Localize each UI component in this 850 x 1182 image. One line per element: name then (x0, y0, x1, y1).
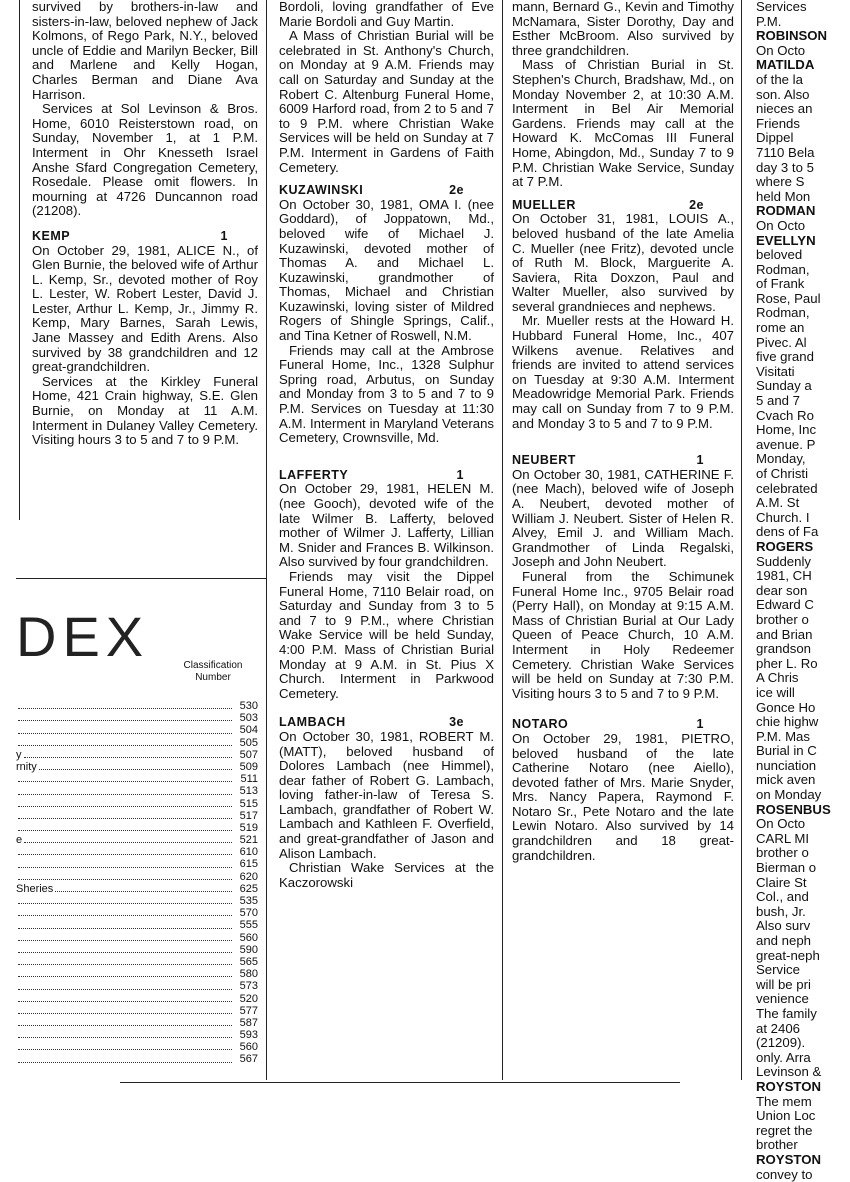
index-row (16, 919, 258, 931)
paragraph: Friends may visit the Dippel Funeral Home, 7110 Belair road, on Saturday and Sunday from 3 to 5 and 7 to 9 P.M., where Christian Wake Service will be held Sunday, 4:00 P.M. Mass of Christian Burial Monday at 9 A.M. in St. Pius X Church. Interment in Parkwood Cemetery. (279, 570, 494, 701)
index-number: 570 (234, 907, 258, 919)
obituary-entry (512, 717, 734, 863)
leader-dots (18, 1053, 232, 1062)
leader-dots (18, 785, 232, 794)
index-number: 615 (234, 858, 258, 870)
index-list (16, 700, 258, 1066)
text-line: venience (756, 992, 850, 1007)
entry-name: KEMP (32, 229, 70, 244)
text-line: brother o (756, 846, 850, 861)
leader-dots (18, 907, 232, 916)
entry-name: KUZAWINSKI (279, 183, 363, 198)
leader-dots (18, 1041, 232, 1050)
index-number: 507 (234, 749, 258, 761)
text-line: Burial in C (756, 744, 850, 759)
text-line: Friends (756, 117, 850, 132)
text-line: where S (756, 175, 850, 190)
index-number: 515 (234, 798, 258, 810)
column-3-top (512, 0, 734, 190)
leader-dots (55, 883, 232, 892)
paragraph: Christian Wake Services at the Kaczorowski (279, 861, 494, 890)
text-line: avenue. P (756, 438, 850, 453)
leader-dots (18, 810, 232, 819)
index-row (16, 785, 258, 797)
index-number: 521 (234, 834, 258, 846)
text-line: Services (756, 0, 850, 15)
text-line: Claire St (756, 876, 850, 891)
text-line: Col., and (756, 890, 850, 905)
text-line: of Christi (756, 467, 850, 482)
index-number: 567 (234, 1053, 258, 1065)
paragraph: Mr. Mueller rests at the Howard H. Hubbard Funeral Home, Inc., 407 Wilkens avenue. Relatives and friends are invited to attend services on Tuesday at 9:30 A.M. Interment Meadowridge Memorial Park. Friends may call on Sunday from 7 to 9 P.M. and Monday 3 to 5 and 7 to 9 P.M. (512, 314, 734, 431)
obituary-column-3 (512, 0, 734, 863)
index-row (16, 822, 258, 834)
leader-dots (18, 712, 232, 721)
index-row (16, 858, 258, 870)
text-line: EVELLYN (756, 234, 850, 249)
index-row (16, 737, 258, 749)
leader-dots (18, 822, 232, 831)
text-line: nieces an (756, 102, 850, 117)
paragraph: survived by brothers-in-law and sisters-in-law, beloved nephew of Jack Kolmons, of Rego Park, N.Y., beloved uncle of Eddie and Marilyn Becker, Bill and Marlene and Kelly Hogan, Charles Berman and Diane Ava Harrison. (32, 0, 258, 102)
bottom-rule (120, 1082, 680, 1083)
text-line: Dippel (756, 131, 850, 146)
index-number: 504 (234, 724, 258, 736)
leader-dots (18, 932, 232, 941)
text-line: The family (756, 1007, 850, 1022)
text-line: dear son (756, 584, 850, 599)
text-line: 1981, CH (756, 569, 850, 584)
text-line: Also surv (756, 919, 850, 934)
leader-dots (18, 1017, 232, 1026)
text-line: nunciation (756, 759, 850, 774)
text-line: ROYSTON (756, 1080, 850, 1095)
entry-name: NOTARO (512, 717, 568, 732)
text-line: On Octo (756, 44, 850, 59)
leader-dots (24, 749, 233, 758)
classification-number-label: Classification Number (168, 660, 258, 684)
text-line: P.M. Mas (756, 730, 850, 745)
text-line: five grand (756, 350, 850, 365)
entry-header (512, 198, 734, 213)
text-line: celebrated (756, 482, 850, 497)
text-line: ice will (756, 686, 850, 701)
index-row (16, 871, 258, 883)
text-line: and Brian (756, 628, 850, 643)
paragraph: A Mass of Christian Burial will be celebrated in St. Anthony's Church, on Monday at 9 A.M. Friends may call on Saturday and Sunday at the Robert C. Altenburg Funeral Home, 6009 Harford road, from 2 to 5 and 7 to 9 P.M. where Christian Wake Services will be held on Sunday at 7 P.M. Interment in Gardens of Faith Cemetery. (279, 29, 494, 175)
text-line: Levinson & (756, 1065, 850, 1080)
index-number: 517 (234, 810, 258, 822)
text-line: beloved (756, 248, 850, 263)
column-4-lines (756, 0, 850, 1182)
obituary-entry (512, 198, 734, 432)
entry-name: NEUBERT (512, 453, 576, 468)
text-line: P.M. (756, 15, 850, 30)
paragraph: On October 29, 1981, HELEN M. (nee Gooch), devoted wife of the late Wilmer B. Lafferty, beloved mother of Wilmer J. Lafferty, Lillian M. Snider and Frances B. Wilkinson. Also survived by four grandchildren. (279, 482, 494, 570)
entry-class: 1 (697, 453, 734, 468)
text-line: brother (756, 1138, 850, 1153)
text-line: 7110 Bela (756, 146, 850, 161)
obituary-entry (279, 468, 494, 702)
text-line: on Monday (756, 788, 850, 803)
index-number: 573 (234, 980, 258, 992)
index-number: 509 (234, 761, 258, 773)
text-line: Union Loc (756, 1109, 850, 1124)
obituary-column-2 (279, 0, 494, 890)
text-line: Church. I (756, 511, 850, 526)
text-line: at 2406 (756, 1022, 850, 1037)
leader-dots (18, 700, 232, 709)
index-number: 577 (234, 1005, 258, 1017)
index-row (16, 1041, 258, 1053)
text-line: great-neph (756, 949, 850, 964)
obituary-column-4 (756, 0, 850, 1182)
leader-dots (18, 773, 232, 782)
leader-dots (39, 761, 232, 770)
entry-header (279, 468, 494, 483)
text-line: rome an (756, 321, 850, 336)
index-row (16, 712, 258, 724)
index-row (16, 932, 258, 944)
index-row (16, 1053, 258, 1065)
column-rule-3 (741, 0, 742, 1080)
paragraph: On October 30, 1981, ROBERT M. (MATT), beloved husband of Dolores Lambach (nee Himmel), dear father of Robert G. Lambach, loving father-in-law of Teresa S. Lambach, grandfather of Robert W. Lambach and Kathleen F. Overfield, and great-grandfather of Jason and Alison Lambach. (279, 730, 494, 861)
index-row (16, 798, 258, 810)
text-line: A.M. St (756, 496, 850, 511)
text-line: ROBINSON (756, 29, 850, 44)
text-line: Cvach Ro (756, 409, 850, 424)
entry-class: 1 (457, 468, 494, 483)
paragraph: Services at the Kirkley Funeral Home, 421 Crain highway, S.E. Glen Burnie, on Monday at 11 A.M. Interment in Dulaney Valley Cemetery. Visiting hours 3 to 5 and 7 to 9 P.M. (32, 375, 258, 448)
index-row (16, 993, 258, 1005)
entry-header (279, 715, 494, 730)
index-row (16, 907, 258, 919)
text-line: pher L. Ro (756, 657, 850, 672)
text-line: On Octo (756, 219, 850, 234)
text-line: Edward C (756, 598, 850, 613)
text-line: The mem (756, 1095, 850, 1110)
leader-dots (18, 871, 232, 880)
entry-header (32, 229, 258, 244)
text-line: (21209). (756, 1036, 850, 1051)
leader-dots (18, 895, 232, 904)
index-number: 587 (234, 1017, 258, 1029)
leader-dots (18, 956, 232, 965)
index-number: 565 (234, 956, 258, 968)
text-line: will be pri (756, 978, 850, 993)
leader-dots (18, 724, 232, 733)
entry-class: 2e (449, 183, 494, 198)
leader-dots (18, 944, 232, 953)
index-number: 580 (234, 968, 258, 980)
index-row (16, 895, 258, 907)
index-top-rule (16, 578, 266, 579)
obituary-entry (512, 453, 734, 701)
text-line: Gonce Ho (756, 701, 850, 716)
entry-header (512, 453, 734, 468)
entry-class: 1 (697, 717, 734, 732)
leader-dots (18, 980, 232, 989)
obituary-entry (279, 715, 494, 890)
column-rule-left (19, 0, 20, 520)
index-label: Sheries (16, 883, 53, 895)
index-number: 511 (234, 773, 258, 785)
text-line: ROYSTON (756, 1153, 850, 1168)
entry-name: MUELLER (512, 198, 576, 213)
index-number: 555 (234, 919, 258, 931)
index-number: 530 (234, 700, 258, 712)
text-line: Monday, (756, 452, 850, 467)
leader-dots (18, 968, 232, 977)
index-row (16, 846, 258, 858)
index-number: 625 (234, 883, 258, 895)
column-rule-1 (266, 0, 267, 1080)
column-2-top (279, 0, 494, 175)
text-line: Pivec. Al (756, 336, 850, 351)
text-line: and neph (756, 934, 850, 949)
index-number: 560 (234, 1041, 258, 1053)
paragraph: On October 29, 1981, PIETRO, beloved husband of the late Catherine Notaro (nee Aiello), devoted father of Mrs. Marie Snyder, Mrs. Nancy Papera, Raymond F. Notaro Sr., Pete Notaro and the late Lewin Notaro. Also survived by 14 grandchildren and 18 great-grandchildren. (512, 732, 734, 863)
leader-dots (18, 858, 232, 867)
text-line: bush, Jr. (756, 905, 850, 920)
index-number: 520 (234, 993, 258, 1005)
paragraph: On October 31, 1981, LOUIS A., beloved husband of the late Amelia C. Mueller (nee Fritz), devoted uncle of Ruth M. Block, Marguerite A. Saviera, Rita Doxzon, Paul and Walter Mueller, also survived by several grandnieces and nephews. (512, 212, 734, 314)
column-3-entries (512, 198, 734, 864)
index-row (16, 980, 258, 992)
entry-class: 1 (221, 229, 258, 244)
entry-name: LAMBACH (279, 715, 346, 730)
entry-name: LAFFERTY (279, 468, 348, 483)
paragraph: Mass of Christian Burial in St. Stephen's Church, Bradshaw, Md., on Monday November 2, at 10:30 A.M. Interment in Bel Air Memorial Gardens. Friends may call at the Howard K. McComas III Funeral Home, Abingdon, Md., Sunday 7 to 9 P.M. Christian Wake Service, Sunday at 7 P.M. (512, 58, 734, 189)
text-line: Home, Inc (756, 423, 850, 438)
text-line: Service (756, 963, 850, 978)
entry-class: 3e (449, 715, 494, 730)
index-row (16, 956, 258, 968)
leader-dots (18, 846, 232, 855)
leader-dots (18, 798, 232, 807)
paragraph: On October 29, 1981, ALICE N., of Glen Burnie, the beloved wife of Arthur L. Kemp, Sr., devoted mother of Roy L. Lester, W. Robert Lester, David J. Lester, Arthur L. Kemp, Jr., Jimmy R. Kemp, Mary Barnes, Sarah Lewis, Jane Massey and Edith Arens. Also survived by 38 grandchildren and 12 great-grandchildren. (32, 244, 258, 375)
paragraph: Friends may call at the Ambrose Funeral Home, Inc., 1328 Sulphur Spring road, Arbutus, on Sunday and Monday from 3 to 5 and 7 to 9 P.M. Services on Tuesday at 11:30 A.M. Interment in Maryland Veterans Cemetery, Crownsville, Md. (279, 344, 494, 446)
leader-dots (18, 993, 232, 1002)
text-line: chie highw (756, 715, 850, 730)
index-number: 513 (234, 785, 258, 797)
text-line: grandson (756, 642, 850, 657)
paragraph: On October 30, 1981, CATHERINE F. (nee Mach), beloved wife of Joseph A. Neubert, devoted mother of William J. Neubert. Sister of Helen R. Alvey, Emil J. and William Mach. Grandmother of Linda Regalski, Joseph and John Neubert. (512, 468, 734, 570)
text-line: MATILDA (756, 58, 850, 73)
text-line: Sunday a (756, 379, 850, 394)
text-line: ROSENBUS (756, 803, 850, 818)
paragraph: On October 30, 1981, OMA I. (nee Goddard), of Joppatown, Md., beloved wife of Michael J. Kuzawinski, devoted mother of Thomas A. and Michael L. Kuzawinski, grandmother of Thomas, Michael and Christian Kuzawinski, loving sister of Mildred Rogers of Shingle Springs, Calif., and Tina Ketner of Roswell, N.M. (279, 198, 494, 344)
index-row (16, 773, 258, 785)
leader-dots (18, 1005, 232, 1014)
text-line: son. Also (756, 88, 850, 103)
index-row (16, 749, 258, 761)
index-row (16, 724, 258, 736)
text-line: A Chris (756, 671, 850, 686)
text-line: brother o (756, 613, 850, 628)
index-title: DEX (16, 604, 149, 669)
entry-header (279, 183, 494, 198)
leader-dots (24, 834, 232, 843)
text-line: day 3 to 5 (756, 161, 850, 176)
leader-dots (18, 919, 232, 928)
index-number: 620 (234, 871, 258, 883)
text-line: Rose, Paul (756, 292, 850, 307)
index-number: 505 (234, 737, 258, 749)
index-row (16, 810, 258, 822)
index-label: e (16, 834, 22, 846)
obituary-entry (32, 229, 258, 448)
paragraph: Funeral from the Schimunek Funeral Home Inc., 9705 Belair road (Perry Hall), on Monday at 9:15 A.M. Mass of Christian Burial at Our Lady Queen of Peace Church, 10 A.M. Interment in Holy Redeemer Cemetery. Christian Wake Services will be held on Sunday at 7:30 P.M. Visiting hours 3 to 5 and 7 to 9 P.M. (512, 570, 734, 701)
text-line: mick aven (756, 773, 850, 788)
index-number: 560 (234, 932, 258, 944)
index-row (16, 968, 258, 980)
text-line: Bierman o (756, 861, 850, 876)
text-line: of the la (756, 73, 850, 88)
obituary-entry (279, 183, 494, 446)
text-line: ROGERS (756, 540, 850, 555)
text-line: convey to (756, 1168, 850, 1182)
text-line: regret the (756, 1124, 850, 1139)
index-label: rnity (16, 761, 37, 773)
paragraph: Services at Sol Levinson & Bros. Home, 6010 Reisterstown road, on Sunday, November 1, at 1 P.M. Interment in Ohr Knesseth Israel Anshe Sfard Congregation Cemetery, Rosedale. Please omit flowers. In mourning at 4726 Duncannon road (21208). (32, 102, 258, 219)
index-number: 519 (234, 822, 258, 834)
text-line: dens of Fa (756, 525, 850, 540)
text-line: 5 and 7 (756, 394, 850, 409)
index-number: 590 (234, 944, 258, 956)
leader-dots (18, 737, 232, 746)
text-line: Rodman, (756, 263, 850, 278)
text-line: CARL MI (756, 832, 850, 847)
index-row (16, 1017, 258, 1029)
index-row (16, 944, 258, 956)
column-1-top (32, 0, 258, 219)
obituary-column-1 (32, 0, 258, 448)
text-line: Suddenly (756, 555, 850, 570)
text-line: Rodman, (756, 306, 850, 321)
paragraph: mann, Bernard G., Kevin and Timothy McNamara, Sister Dorothy, Day and Esther McBroom. Also survived by three grandchildren. (512, 0, 734, 58)
column-1-entries (32, 229, 258, 448)
index-row (16, 1005, 258, 1017)
index-number: 593 (234, 1029, 258, 1041)
index-row (16, 761, 258, 773)
entry-header (512, 717, 734, 732)
index-row (16, 883, 258, 895)
text-line: of Frank (756, 277, 850, 292)
index-row (16, 1029, 258, 1041)
index-row (16, 834, 258, 846)
text-line: Visitati (756, 365, 850, 380)
index-label: y (16, 749, 22, 761)
text-line: On Octo (756, 817, 850, 832)
column-2-entries (279, 183, 494, 890)
text-line: RODMAN (756, 204, 850, 219)
entry-class: 2e (689, 198, 734, 213)
classified-index (16, 590, 264, 1070)
index-number: 503 (234, 712, 258, 724)
index-row (16, 700, 258, 712)
paragraph: Bordoli, loving grandfather of Eve Marie Bordoli and Guy Martin. (279, 0, 494, 29)
index-number: 610 (234, 846, 258, 858)
text-line: only. Arra (756, 1051, 850, 1066)
index-number: 535 (234, 895, 258, 907)
column-rule-2 (502, 0, 503, 1080)
text-line: held Mon (756, 190, 850, 205)
leader-dots (18, 1029, 232, 1038)
